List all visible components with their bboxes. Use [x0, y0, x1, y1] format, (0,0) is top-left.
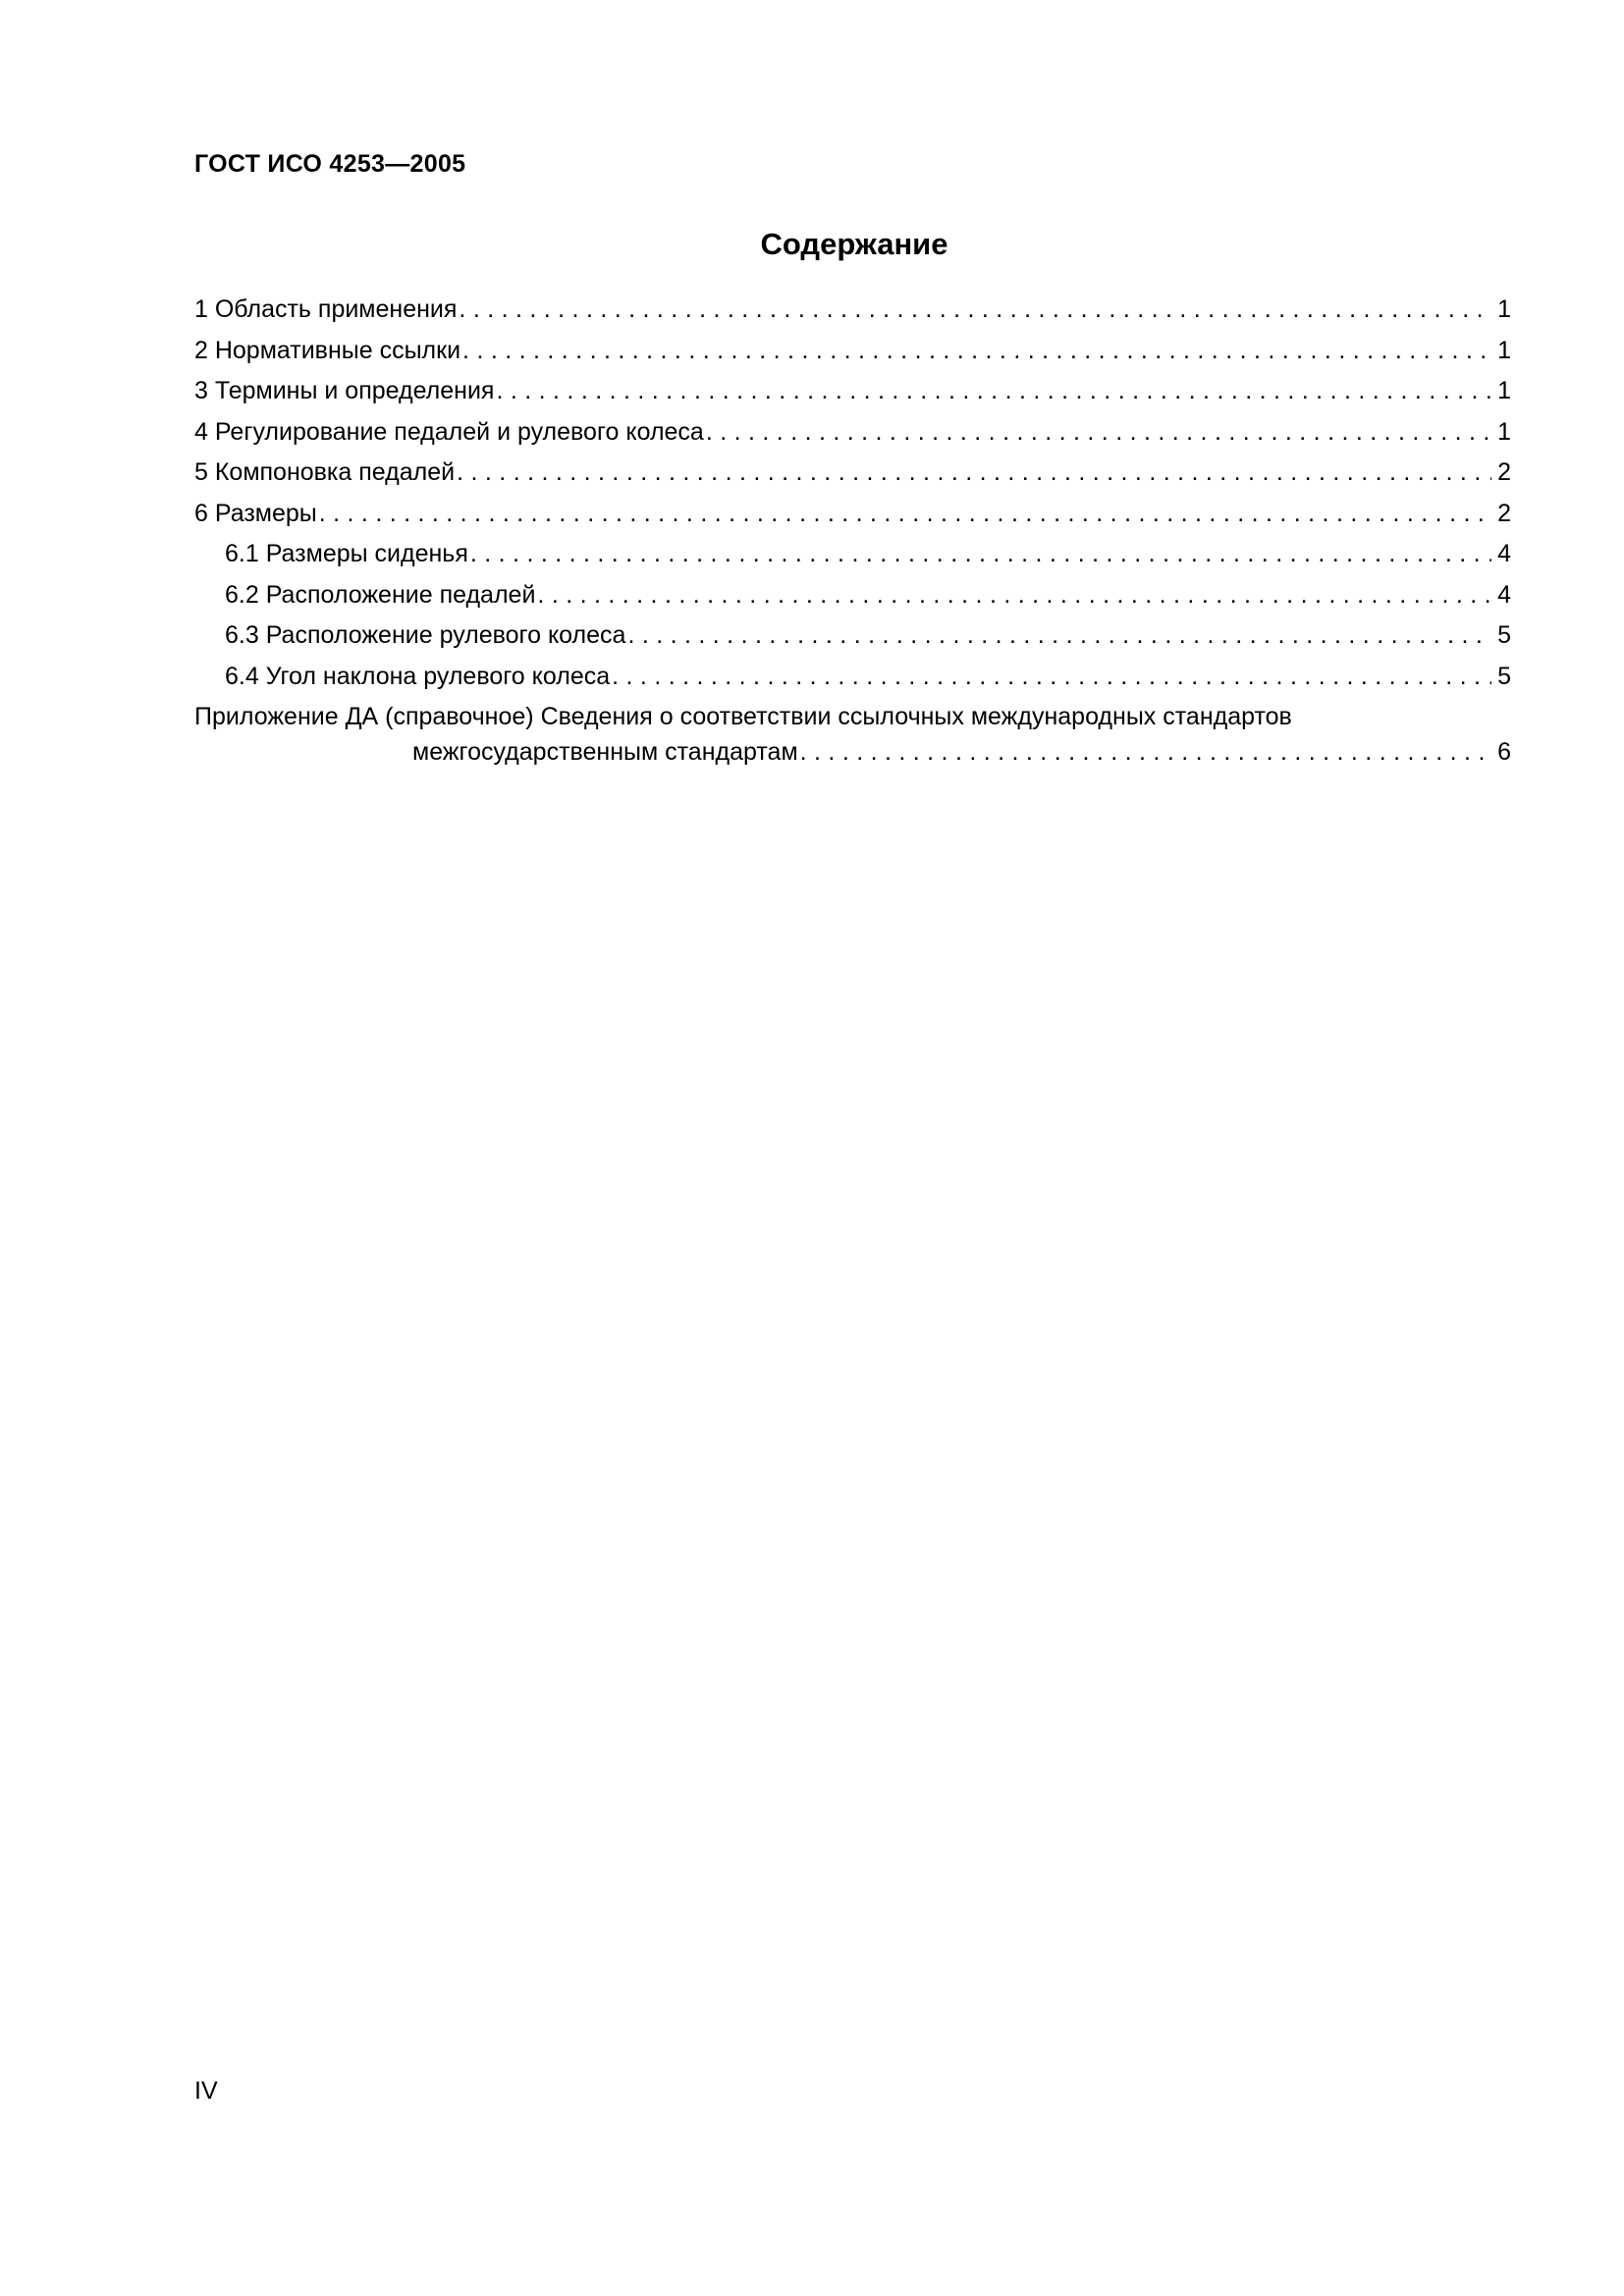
toc-entry-page: 2 — [1497, 458, 1511, 486]
toc-dot-leader — [800, 733, 1491, 771]
toc-dot-leader — [470, 537, 1491, 570]
toc-entry-label: 6.1 Размеры сиденья — [225, 540, 468, 567]
toc-entry-label: 1 Область применения — [194, 295, 458, 323]
toc-entry-page: 1 — [1497, 295, 1511, 323]
toc-entry[interactable] — [194, 415, 1511, 456]
toc-dot-leader — [706, 415, 1491, 449]
toc-entry-label: 2 Нормативные ссылки — [194, 336, 461, 364]
toc-entry-page: 5 — [1497, 662, 1511, 690]
toc-entry-label: 3 Термины и определения — [194, 377, 495, 404]
toc-dot-leader — [627, 618, 1491, 652]
toc-entry-label: 6.3 Расположение рулевого колеса — [225, 621, 626, 649]
toc-entry[interactable] — [194, 455, 1511, 497]
toc-entry-page: 4 — [1497, 540, 1511, 567]
toc-entry[interactable] — [194, 334, 1511, 375]
toc-subentry[interactable] — [194, 618, 1511, 660]
toc-entry[interactable] — [194, 293, 1511, 334]
toc-entry-label: 4 Регулирование педалей и рулевого колеса — [194, 417, 704, 446]
toc-annex-title-line1: Приложение ДА (справочное) Сведения о соответствии ссылочных международных стандартов — [194, 703, 1292, 730]
toc-dot-leader — [612, 660, 1491, 693]
toc-entry-page: 4 — [1497, 580, 1511, 609]
toc-entry-label: 5 Компоновка педалей — [194, 458, 456, 486]
toc-annex-title-line2-row — [194, 733, 1511, 773]
toc-entry[interactable] — [194, 374, 1511, 415]
page-number: IV — [194, 2077, 218, 2105]
toc-dot-leader — [462, 334, 1491, 367]
toc-dot-leader — [319, 497, 1491, 530]
toc-entry-page: 5 — [1497, 621, 1511, 649]
toc-dot-leader — [537, 578, 1491, 612]
toc-dot-leader — [496, 374, 1491, 407]
table-of-contents — [194, 293, 1511, 773]
toc-annex-title-line2: межгосударственным стандартам — [412, 738, 798, 766]
toc-dot-leader — [459, 293, 1491, 326]
toc-entry-page: 1 — [1497, 417, 1511, 446]
toc-subentry[interactable] — [194, 537, 1511, 578]
toc-entry-page: 2 — [1497, 499, 1511, 527]
toc-annex-entry[interactable] — [194, 700, 1511, 773]
toc-subentry[interactable] — [194, 660, 1511, 701]
toc-entry-page: 1 — [1497, 336, 1511, 364]
document-code: ГОСТ ИСО 4253—2005 — [194, 150, 466, 178]
toc-entry-label: 6.2 Расположение педалей — [225, 580, 536, 609]
toc-subentry[interactable] — [194, 578, 1511, 619]
toc-annex-page: 6 — [1497, 738, 1511, 766]
toc-entry[interactable] — [194, 497, 1511, 538]
toc-entry-label: 6 Размеры — [194, 499, 317, 527]
toc-entry-label: 6.4 Угол наклона рулевого колеса — [225, 662, 611, 690]
toc-title: Содержание — [760, 227, 948, 261]
toc-entry-page: 1 — [1497, 377, 1511, 404]
toc-dot-leader — [457, 455, 1491, 489]
